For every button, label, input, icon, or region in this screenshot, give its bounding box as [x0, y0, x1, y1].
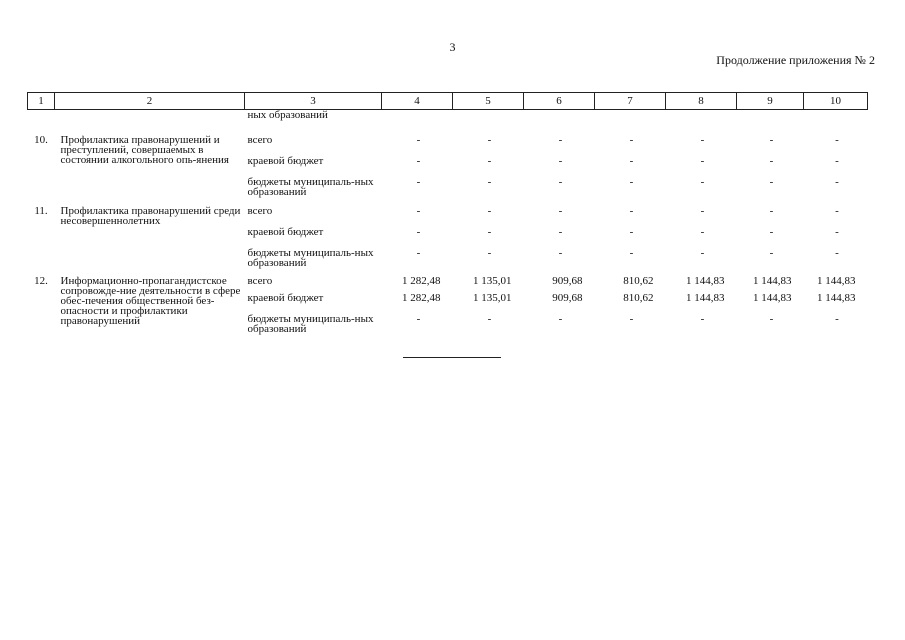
value-cell: -: [700, 133, 705, 146]
value-cell: -: [558, 175, 563, 188]
value-cell: -: [558, 204, 563, 217]
value-cell: 1 144,83: [686, 291, 725, 304]
value-cell: -: [487, 154, 492, 167]
funding-source: всего: [247, 204, 273, 217]
appendix-continuation-label: Продолжение приложения № 2: [716, 53, 875, 67]
table-row: [28, 276, 868, 293]
column-header: 4: [382, 93, 453, 110]
value-cell: 1 135,01: [473, 291, 512, 304]
column-header: 7: [595, 93, 666, 110]
budget-table: [27, 92, 868, 339]
value-cell: -: [416, 225, 421, 238]
value-cell: -: [629, 246, 634, 259]
column-number-row: [28, 93, 868, 110]
value-cell: -: [769, 175, 774, 188]
value-cell: 1 144,83: [753, 274, 792, 287]
funding-source: всего: [247, 133, 273, 146]
value-cell: 1 282,48: [402, 274, 441, 287]
item-number: 11.: [34, 204, 48, 217]
value-cell: -: [835, 133, 839, 146]
table-row: [28, 135, 868, 156]
column-header: 9: [737, 93, 804, 110]
value-cell: -: [416, 175, 421, 188]
value-cell: 909,68: [552, 274, 583, 287]
value-cell: -: [416, 246, 421, 259]
value-cell: 1 144,83: [817, 291, 856, 304]
carryover-row: [28, 110, 868, 135]
value-cell: -: [487, 175, 492, 188]
value-cell: -: [629, 204, 634, 217]
value-cell: -: [835, 154, 839, 167]
value-cell: -: [769, 154, 774, 167]
value-cell: -: [416, 204, 421, 217]
value-cell: -: [487, 204, 492, 217]
value-cell: -: [835, 312, 839, 325]
value-cell: -: [700, 175, 705, 188]
funding-source: краевой бюджет: [247, 225, 324, 238]
value-cell: 1 282,48: [402, 291, 441, 304]
item-number: 12.: [34, 274, 48, 287]
column-header: 10: [804, 93, 868, 110]
funding-source: всего: [247, 274, 273, 287]
item-name: Профилактика правонарушений и преступлений, совершаемых в состоянии алкогольного опь-янения: [60, 133, 229, 166]
value-cell: -: [629, 312, 634, 325]
item-name: Профилактика правонарушений среди несовершеннолетних: [60, 204, 241, 227]
funding-source: краевой бюджет: [247, 154, 324, 167]
column-header: 5: [453, 93, 524, 110]
item-number: 10.: [34, 133, 48, 146]
value-cell: -: [700, 225, 705, 238]
funding-source: бюджеты муниципаль-ных образований: [247, 175, 374, 198]
value-cell: -: [769, 225, 774, 238]
value-cell: -: [835, 204, 839, 217]
value-cell: -: [629, 133, 634, 146]
value-cell: -: [487, 312, 492, 325]
value-cell: -: [629, 175, 634, 188]
value-cell: -: [558, 154, 563, 167]
value-cell: -: [700, 246, 705, 259]
value-cell: -: [416, 154, 421, 167]
column-header: 2: [55, 93, 245, 110]
value-cell: -: [558, 312, 563, 325]
value-cell: -: [416, 133, 421, 146]
column-header: 6: [524, 93, 595, 110]
value-cell: -: [487, 133, 492, 146]
value-cell: 1 135,01: [473, 274, 512, 287]
value-cell: -: [769, 133, 774, 146]
column-header: 8: [666, 93, 737, 110]
value-cell: -: [487, 225, 492, 238]
value-cell: -: [629, 154, 634, 167]
value-cell: -: [558, 246, 563, 259]
value-cell: -: [769, 312, 774, 325]
table-body: [28, 110, 868, 339]
value-cell: 810,62: [623, 291, 654, 304]
value-cell: -: [835, 175, 839, 188]
value-cell: -: [835, 246, 839, 259]
table-row: [28, 206, 868, 227]
carryover-text: ных образований: [247, 109, 328, 121]
value-cell: -: [629, 225, 634, 238]
value-cell: -: [700, 154, 705, 167]
value-cell: 909,68: [552, 291, 583, 304]
value-cell: -: [835, 225, 839, 238]
value-cell: 810,62: [623, 274, 654, 287]
value-cell: -: [700, 204, 705, 217]
value-cell: -: [487, 246, 492, 259]
column-header: 3: [245, 93, 382, 110]
funding-source: бюджеты муниципаль-ных образований: [247, 246, 374, 269]
funding-source: бюджеты муниципаль-ных образований: [247, 312, 374, 335]
funding-source: краевой бюджет: [247, 291, 324, 304]
value-cell: -: [558, 133, 563, 146]
closing-rule: [403, 357, 501, 358]
value-cell: 1 144,83: [753, 291, 792, 304]
item-name: Информационно-пропагандистское сопровожде-ние деятельности в сфере обес-печения общественной без-опасности и профилактики правонарушений: [60, 274, 241, 327]
value-cell: 1 144,83: [817, 274, 856, 287]
page-number: 3: [449, 40, 456, 54]
value-cell: -: [558, 225, 563, 238]
value-cell: 1 144,83: [686, 274, 725, 287]
value-cell: -: [769, 204, 774, 217]
column-header: 1: [28, 93, 55, 110]
value-cell: -: [416, 312, 421, 325]
value-cell: -: [769, 246, 774, 259]
value-cell: -: [700, 312, 705, 325]
